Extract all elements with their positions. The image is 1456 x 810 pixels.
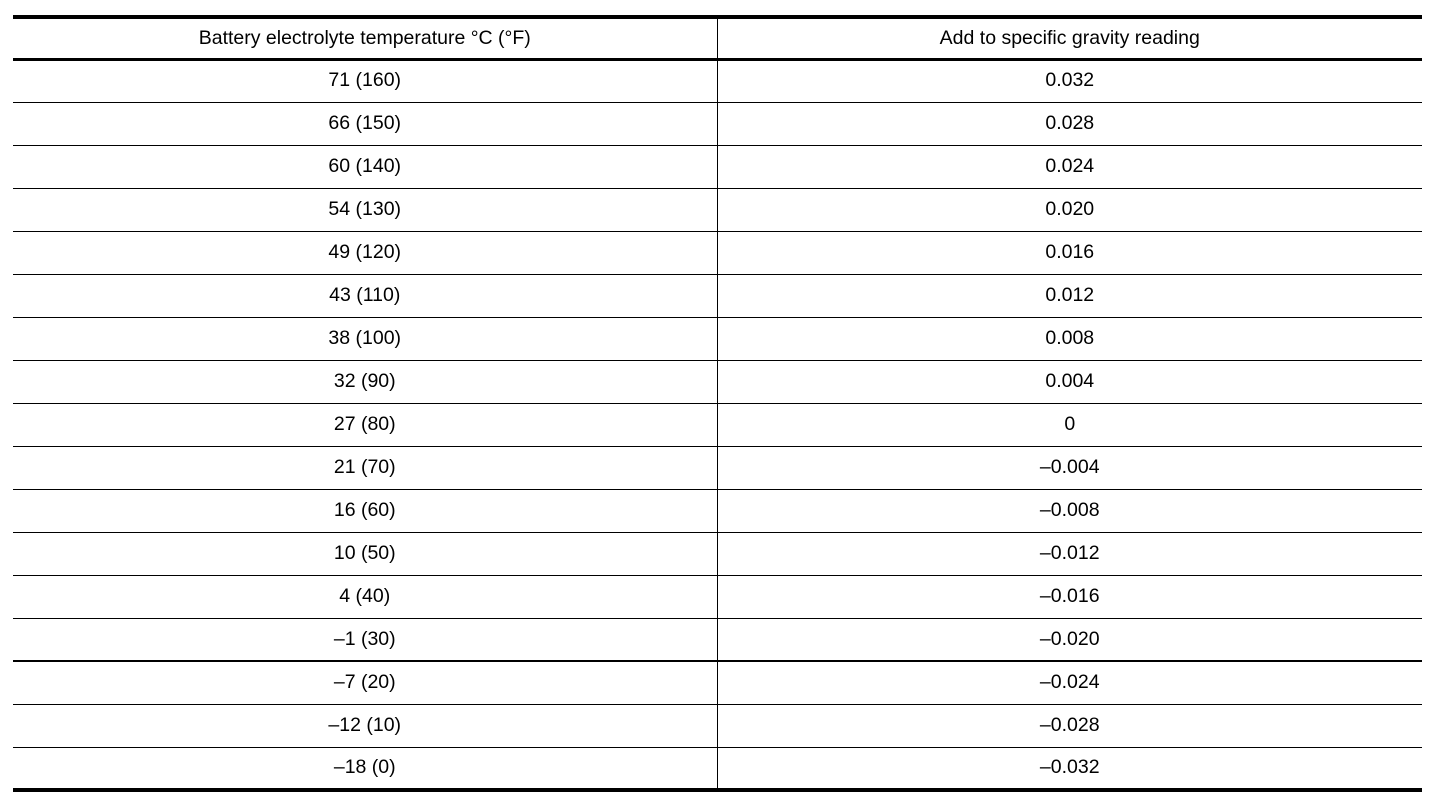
temperature-cell: 32 (90) — [13, 360, 717, 403]
correction-cell: 0.024 — [1045, 154, 1095, 177]
temperature-cell: –1 (30) — [13, 618, 717, 661]
correction-cell: –0.028 — [1039, 713, 1100, 736]
specific-gravity-correction-table — [13, 15, 1422, 792]
table-row — [13, 59, 1422, 102]
correction-cell: 0.020 — [1045, 197, 1095, 220]
table-body — [13, 59, 1422, 790]
correction-cell: –0.032 — [1039, 756, 1100, 778]
correction-cell: 0.004 — [1045, 369, 1095, 392]
correction-cell: –0.008 — [1039, 498, 1100, 521]
table-row — [13, 446, 1422, 489]
correction-cell: 0.008 — [1045, 326, 1095, 349]
correction-cell: 0.016 — [1045, 240, 1095, 263]
table-header — [13, 17, 1422, 59]
table-row — [13, 532, 1422, 575]
temperature-cell: –7 (20) — [13, 661, 717, 704]
table-row — [13, 489, 1422, 532]
table-row — [13, 274, 1422, 317]
table-row — [13, 575, 1422, 618]
table-row — [13, 661, 1422, 704]
table-row — [13, 747, 1422, 790]
table-row — [13, 704, 1422, 747]
temperature-cell: 10 (50) — [13, 532, 717, 575]
temperature-cell: 54 (130) — [13, 188, 717, 231]
table-row — [13, 102, 1422, 145]
correction-cell: 0.032 — [1045, 69, 1095, 92]
correction-cell: 0.028 — [1045, 111, 1095, 134]
temperature-cell: 49 (120) — [13, 231, 717, 274]
header-temperature: Battery electrolyte temperature °C (°F) — [13, 17, 717, 59]
correction-cell: –0.016 — [1039, 584, 1100, 607]
table-row — [13, 145, 1422, 188]
specific-gravity-correction-table-container — [13, 15, 1422, 792]
table-row — [13, 188, 1422, 231]
temperature-cell: –18 (0) — [13, 747, 717, 790]
header-row — [13, 17, 1422, 59]
correction-cell: –0.024 — [1039, 671, 1100, 693]
table-row — [13, 360, 1422, 403]
correction-cell: –0.012 — [1039, 541, 1100, 564]
temperature-cell: 38 (100) — [13, 317, 717, 360]
table-row — [13, 403, 1422, 446]
temperature-cell: 66 (150) — [13, 102, 717, 145]
temperature-cell: –12 (10) — [13, 704, 717, 747]
correction-cell: –0.004 — [1039, 455, 1100, 478]
temperature-cell: 43 (110) — [13, 274, 717, 317]
correction-cell: –0.020 — [1039, 627, 1100, 650]
temperature-cell: 60 (140) — [13, 145, 717, 188]
temperature-cell: 16 (60) — [13, 489, 717, 532]
temperature-cell: 27 (80) — [13, 403, 717, 446]
temperature-cell: 4 (40) — [13, 575, 717, 618]
temperature-cell: 71 (160) — [13, 59, 717, 102]
header-correction: Add to specific gravity reading — [939, 26, 1200, 49]
table-row — [13, 618, 1422, 661]
table-row — [13, 231, 1422, 274]
temperature-cell: 21 (70) — [13, 446, 717, 489]
table-row — [13, 317, 1422, 360]
correction-cell: 0.012 — [1045, 283, 1095, 306]
correction-cell: 0 — [1064, 412, 1076, 435]
